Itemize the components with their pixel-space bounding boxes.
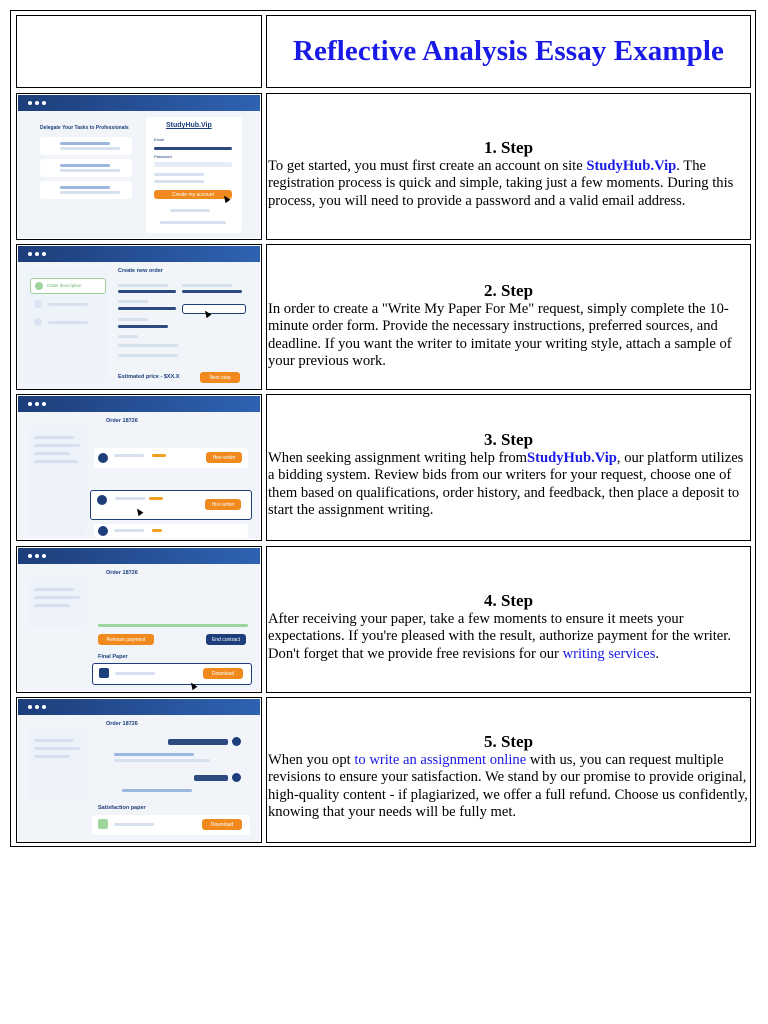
window-titlebar <box>18 95 260 111</box>
next-step-button: Next step <box>200 372 240 383</box>
write-assignment-online-link[interactable]: to write an assignment online <box>354 752 527 768</box>
satisfaction-paper-label: Satisfaction paper <box>98 805 146 811</box>
create-account-button: Create my account <box>154 190 232 199</box>
window-titlebar <box>18 246 260 262</box>
revision-mockup <box>18 699 260 842</box>
mockup-brand: StudyHub.Vip <box>166 122 212 129</box>
hire-writer-button: Hire writer <box>206 452 242 463</box>
final-paper-label: Final Paper <box>98 654 128 660</box>
end-contract-button: End contract <box>206 634 246 645</box>
step-2-screenshot <box>16 244 262 390</box>
step-4-text <box>266 546 751 693</box>
step-3-screenshot <box>16 394 262 541</box>
step-1-screenshot <box>16 93 262 240</box>
order-number: Order 18726 <box>106 570 138 576</box>
step-3-body: When seeking assignment writing help fromStudyHub.Vip, our platform utilizes a bidding system. Review bids from our writers for your request, choose one of them based on qualifications, order history, and feedback, then place a deposit to start the assignment writing. <box>268 450 744 519</box>
step-5-screenshot <box>16 697 262 843</box>
writing-services-link[interactable]: writing services <box>562 645 656 662</box>
download-button: Download <box>203 668 243 679</box>
step-3-text <box>266 394 751 541</box>
step-5-heading: 5. Step <box>483 732 534 751</box>
estimated-price: Estimated price - $XX.X <box>118 374 180 380</box>
step-4-body: After receiving your paper, take a few moments to ensure it meets your expectations. If you're pleased with the result, authorize payment for the writer. Don't forget that we provide free revisions for our writing services. <box>268 611 731 662</box>
window-titlebar <box>18 699 260 715</box>
download-button: Download <box>202 819 242 830</box>
window-titlebar <box>18 396 260 412</box>
studyhub-link[interactable]: StudyHub.Vip <box>526 450 617 466</box>
window-titlebar <box>18 548 260 564</box>
step-4-screenshot <box>16 546 262 693</box>
step-1-heading: 1. Step <box>483 138 534 157</box>
order-number: Order 18726 <box>106 418 138 424</box>
studyhub-link[interactable]: StudyHub.Vip <box>586 158 677 174</box>
step-2-heading: 2. Step <box>483 281 534 300</box>
step-5-text <box>266 697 751 843</box>
order-form-mockup: Order description Create new order Estimated price - $XX.X Next step <box>18 246 260 389</box>
step-1-text <box>266 93 751 240</box>
release-payment-button: Release payment <box>98 634 154 645</box>
step-2-text <box>266 244 751 390</box>
bidding-mockup <box>18 396 260 539</box>
title-cell <box>266 15 751 88</box>
mockup-left-title: Delegate Your Tasks to Professionals <box>40 125 129 131</box>
signup-mockup: Delegate Your Tasks to Professionals StudyHub.Vip Email Password Create my account <box>18 95 260 238</box>
step-3-heading: 3. Step <box>483 430 534 449</box>
payment-mockup <box>18 548 260 691</box>
hire-writer-button-selected: Hire writer <box>205 499 241 510</box>
step-2-body: In order to create a "Write My Paper For Me" request, simply complete the 10-minute order form. Provide the necessary instructions, preferred sources, and deadline. If you want the writer to imitate your writing style, attach a sample of your previous work. <box>268 301 732 370</box>
step-1-body: To get started, you must first create an account on site StudyHub.Vip. The registration process is quick and simple, taking just a few moments. During this process, you will need to provide a password and a valid email address. <box>268 158 734 209</box>
order-form-heading: Create new order <box>118 268 163 274</box>
order-number: Order 18726 <box>106 721 138 727</box>
page-title: Reflective Analysis Essay Example <box>292 35 725 67</box>
logo-cell-empty <box>16 15 262 88</box>
step-5-body: When you opt to write an assignment online with us, you can request multiple revisions to ensure your satisfaction. We stand by our promise to provide original, high-quality content - if plagiarized, we offer a full refund. Choose us confidently, knowing that your needs will be fully met. <box>268 752 748 821</box>
step-4-heading: 4. Step <box>483 591 534 610</box>
